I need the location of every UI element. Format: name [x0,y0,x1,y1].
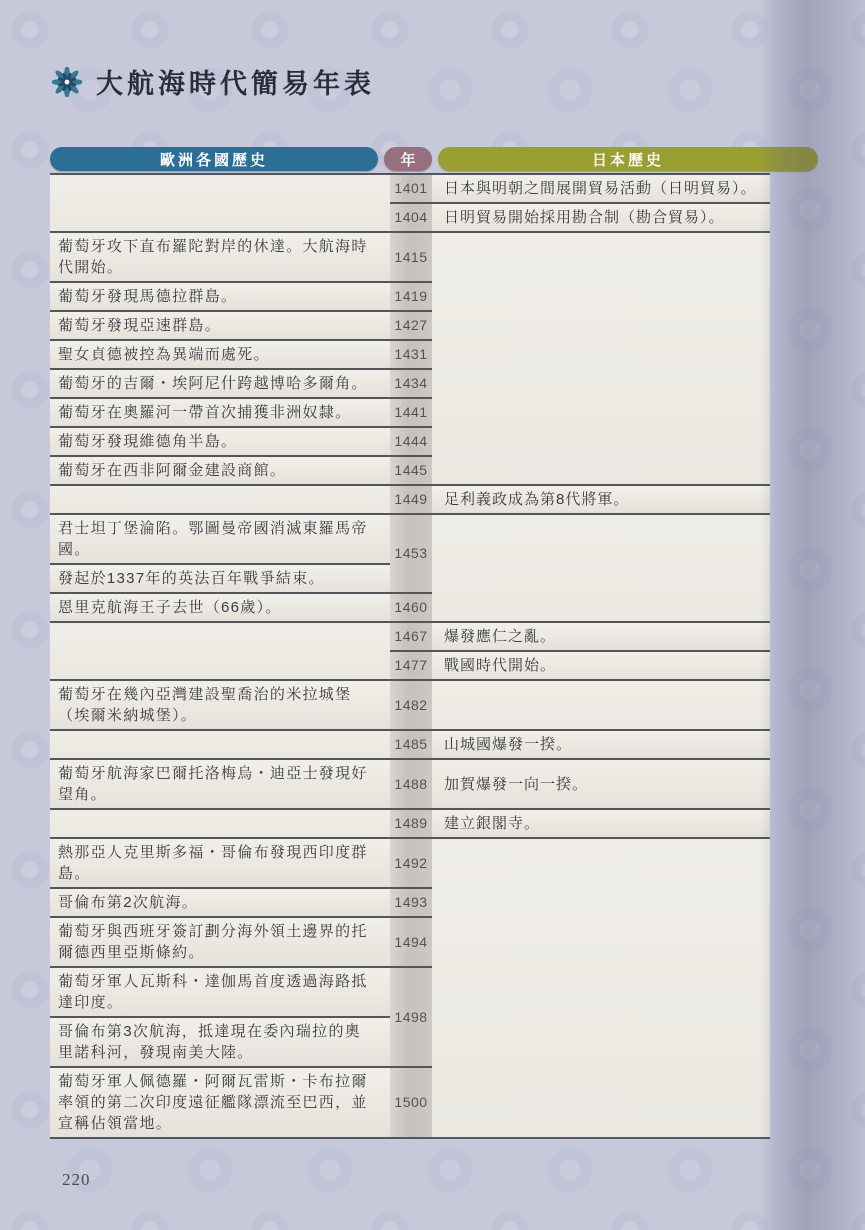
event-cell-jp: 山城國爆發一揆。 [432,731,770,760]
event-cell-eu: 葡萄牙發現維德角半島。 [50,428,390,457]
year-cell: 1467 [390,623,432,652]
header-year-label: 年 [400,151,416,169]
empty-cell-eu [50,623,390,681]
event-cell-eu: 葡萄牙航海家巴爾托洛梅烏・迪亞士發現好望角。 [50,760,390,810]
event-cell-jp: 戰國時代開始。 [432,652,770,681]
year-cell: 1404 [390,204,432,233]
event-cell-eu: 葡萄牙發現亞速群島。 [50,312,390,341]
empty-cell-jp [432,515,770,623]
year-cell: 1460 [390,594,432,623]
year-cell: 1441 [390,399,432,428]
empty-cell-eu [50,731,390,760]
year-cell: 1494 [390,918,432,968]
event-cell-jp: 日本與明朝之間展開貿易活動（日明貿易）。 [432,175,770,204]
event-cell-eu: 葡萄牙攻下直布羅陀對岸的休達。大航海時代開始。 [50,233,390,283]
year-cell: 1453 [390,515,432,594]
year-cell: 1489 [390,810,432,839]
header-europe-label: 歐洲各國歷史 [159,151,268,169]
event-cell-eu: 聖女貞德被控為異端而處死。 [50,341,390,370]
empty-cell-eu [50,486,390,515]
header-europe-history [50,147,378,171]
event-cell-eu: 葡萄牙軍人佩德羅・阿爾瓦雷斯・卡布拉爾率領的第二次印度遠征艦隊漂流至巴西，並宣稱佔領當地。 [50,1068,390,1139]
event-cell-eu: 葡萄牙在西非阿爾金建設商館。 [50,457,390,486]
year-cell: 1431 [390,341,432,370]
event-cell-jp: 日明貿易開始採用勘合制（勘合貿易）。 [432,204,770,233]
year-cell: 1444 [390,428,432,457]
year-cell: 1427 [390,312,432,341]
event-cell-eu: 熱那亞人克里斯多福・哥倫布發現西印度群島。 [50,839,390,889]
year-cell: 1415 [390,233,432,283]
header-japan-label: 日本歷史 [591,151,664,169]
year-cell: 1500 [390,1068,432,1139]
empty-cell-jp [432,233,770,486]
event-cell-eu: 葡萄牙在奧羅河一帶首次捕獲非洲奴隸。 [50,399,390,428]
event-cell-eu: 葡萄牙的吉爾・埃阿尼什跨越博哈多爾角。 [50,370,390,399]
year-cell: 1488 [390,760,432,810]
page-number: 220 [62,1170,91,1189]
flower-icon [52,67,82,97]
year-cell: 1498 [390,968,432,1068]
event-cell-eu: 恩里克航海王子去世（66歲）。 [50,594,390,623]
empty-cell-jp [432,681,770,731]
year-cell: 1445 [390,457,432,486]
year-cell: 1477 [390,652,432,681]
empty-cell-eu [50,175,390,233]
year-cell: 1401 [390,175,432,204]
event-cell-jp: 爆發應仁之亂。 [432,623,770,652]
year-cell: 1419 [390,283,432,312]
year-cell: 1485 [390,731,432,760]
event-cell-eu: 哥倫布第3次航海，抵達現在委內瑞拉的奧里諾科河，發現南美大陸。 [50,1018,390,1068]
header-japan-history [438,147,818,171]
header-year [384,147,432,171]
event-cell-eu: 葡萄牙軍人瓦斯科・達伽馬首度透過海路抵達印度。 [50,968,390,1018]
section-title [52,62,375,101]
event-cell-eu: 君士坦丁堡淪陷。鄂圖曼帝國消滅東羅馬帝國。 [50,515,390,565]
year-cell: 1449 [390,486,432,515]
event-cell-eu: 哥倫布第2次航海。 [50,889,390,918]
event-cell-jp: 加賀爆發一向一揆。 [432,760,770,810]
event-cell-eu: 發起於1337年的英法百年戰爭結束。 [50,565,390,594]
event-cell-eu: 葡萄牙與西班牙簽訂劃分海外領土邊界的托爾德西里亞斯條約。 [50,918,390,968]
event-cell-eu: 葡萄牙發現馬德拉群島。 [50,283,390,312]
page-curl-shadow [760,0,865,1230]
empty-cell-jp [432,839,770,1139]
event-cell-jp: 建立銀閣寺。 [432,810,770,839]
year-cell: 1492 [390,839,432,889]
empty-cell-eu [50,810,390,839]
year-cell: 1493 [390,889,432,918]
year-cell: 1482 [390,681,432,731]
timeline-table [50,173,770,1139]
event-cell-jp: 足利義政成為第8代將軍。 [432,486,770,515]
page-title: 大航海時代簡易年表 [96,69,375,99]
event-cell-eu: 葡萄牙在幾內亞灣建設聖喬治的米拉城堡（埃爾米納城堡）。 [50,681,390,731]
year-cell: 1434 [390,370,432,399]
